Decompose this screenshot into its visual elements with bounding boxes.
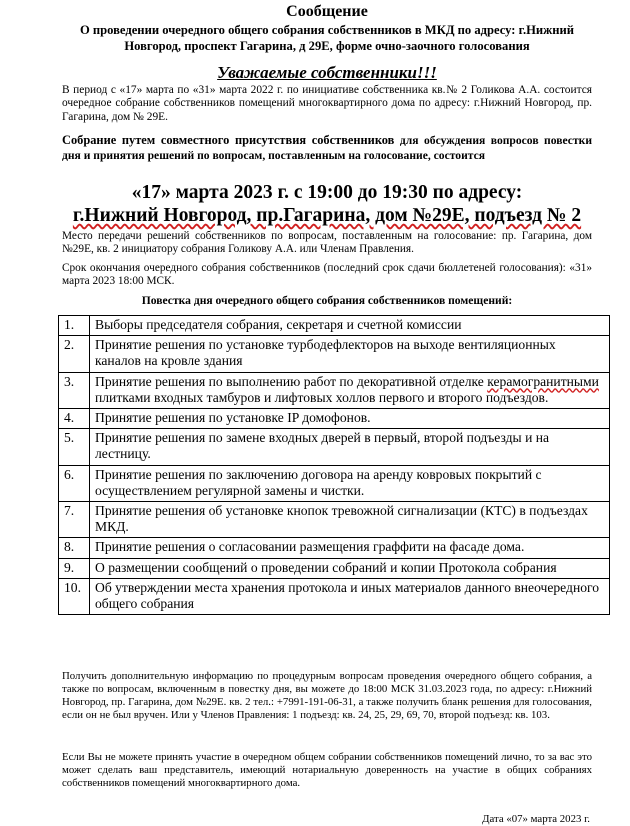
agenda-title: Повестка дня очередного общего собрания собственников помещений:	[141, 294, 513, 307]
document-title: Сообщение	[286, 3, 368, 20]
agenda-text-part: плитками входных тамбуров и лифтовых холлов первого и второго подъездов.	[95, 389, 549, 405]
agenda-row	[59, 465, 610, 501]
agenda-row	[59, 372, 610, 408]
agenda-row	[59, 538, 610, 558]
agenda-number: 4.	[59, 409, 90, 429]
agenda-text: Принятие решения по установке IP домофонов.	[90, 409, 610, 429]
document-subtitle: О проведении очередного общего собрания собственников в МКД по адресу: г.Нижний Новгород, проспект Гагарина, д 29Е, форме очно-заочного голосования	[79, 23, 575, 53]
info-paragraph: Получить дополнительную информацию по процедурным вопросам проведения очередного общего собрания, а также по вопросам, включенным в повестку дня, вы можете до 18:00 МСК 31.03.2023 года, по адресу: г.Нижний Новгород, пр. Гагарина, дом №29Е. кв. 2 тел.: +7991-191-06-31, а также получить бланк решения для голосования, если он не был вручен. Или у Членов Правления: 1 подъезд: кв. 24, 25, 29, 69, 70, второй подъезд: кв. 103.	[62, 670, 592, 721]
meeting-rest-text: для обсуждения вопросов повестки дня и принятия решений по вопросам, поставленным на голосование, состоится	[62, 134, 592, 162]
agenda-number: 3.	[59, 372, 90, 408]
intro-paragraph: В период с «17» марта по «31» марта 2022 г. по инициативе собственника кв.№ 2 Голикова А.А. состоится очередное собрание собственников помещений многоквартирного дома по адресу: г.Нижний Новгород, пр. Гагарина, дом № 29Е.	[62, 84, 592, 123]
agenda-spellcheck-word: керамогранитными	[487, 373, 599, 389]
agenda-number: 2.	[59, 336, 90, 372]
proxy-paragraph: Если Вы не можете принять участие в очередном общем собрании собственников помещений лично, то за вас это может сделать ваш представитель, имеющий нотариальную доверенность на участие в общих собраниях собственников помещений многоквартирного дома.	[62, 751, 592, 789]
meeting-date: «17» марта 2023 г. с 19:00 до 19:30 по адресу:	[131, 182, 523, 203]
agenda-text-part: Принятие решения по выполнению работ по декоративной отделке	[95, 373, 488, 389]
agenda-text: Выборы председателя собрания, секретаря и счетной комиссии	[90, 316, 610, 336]
agenda-number: 6.	[59, 465, 90, 501]
agenda-text: Принятие решения по заключению договора на аренду ковровых покрытий с осуществлением регулярной замены и чистки.	[90, 465, 610, 501]
agenda-table	[58, 315, 610, 615]
agenda-text: Принятие решения о согласовании размещения граффити на фасаде дома.	[90, 538, 610, 558]
meeting-address-text: г.Нижний Новгород, пр.Гагарина, дом №29Е, подъезд № 2	[72, 205, 582, 226]
agenda-text: Принятие решения по установке турбодефлекторов на выходе вентиляционных каналов на кровле здания	[90, 336, 610, 372]
agenda-number: 10.	[59, 578, 90, 614]
agenda-text: О размещении сообщений о проведении собраний и копии Протокола собрания	[90, 558, 610, 578]
agenda-row	[59, 336, 610, 372]
submission-place: Место передачи решений собственников по вопросам, поставленным на голосование: пр. Гагарина, дом №29Е, кв. 2 инициатору собрания Голикову А.А. или Членам Правления.	[62, 230, 592, 255]
agenda-text: Об утверждении места хранения протокола и иных материалов данного внеочередного общего собрания	[90, 578, 610, 614]
agenda-text: Принятие решения об установке кнопок тревожной сигнализации (КТС) в подъездах МКД.	[90, 502, 610, 538]
agenda-row	[59, 558, 610, 578]
agenda-row	[59, 578, 610, 614]
agenda-number: 1.	[59, 316, 90, 336]
meeting-address	[62, 204, 592, 227]
agenda-text	[90, 372, 610, 408]
agenda-row	[59, 502, 610, 538]
agenda-row	[59, 316, 610, 336]
meeting-bold-text: Собрание путем совместного присутствия собственников	[62, 133, 395, 147]
agenda-number: 9.	[59, 558, 90, 578]
agenda-row	[59, 409, 610, 429]
greeting-text: Уважаемые собственники!!!	[217, 63, 437, 82]
agenda-number: 7.	[59, 502, 90, 538]
meeting-paragraph	[62, 133, 592, 163]
voting-deadline: Срок окончания очередного собрания собственников (последний срок сдачи бюллетеней голосования): «31» марта 2023 18:00 МСК.	[62, 262, 592, 287]
agenda-number: 5.	[59, 429, 90, 465]
signature-date: Дата «07» марта 2023 г.	[482, 812, 590, 825]
agenda-text: Принятие решения по замене входных дверей в первый, второй подъезды и на лестницу.	[90, 429, 610, 465]
agenda-row	[59, 429, 610, 465]
agenda-number: 8.	[59, 538, 90, 558]
greeting	[62, 62, 592, 83]
